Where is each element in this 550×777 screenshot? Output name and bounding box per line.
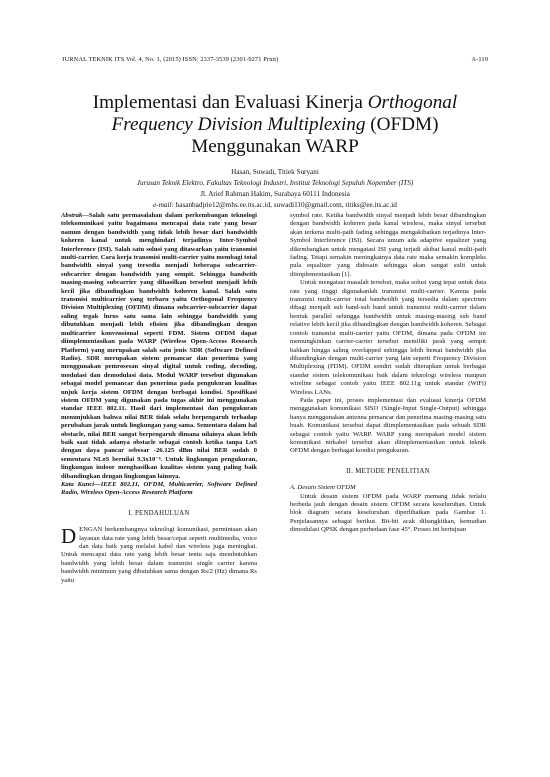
email-addresses: hasanbadjrie12@mhs.ee.its.ac.id, suwadi110@gmail.com, titiks@ee.its.ac.id bbox=[175, 201, 397, 209]
keywords-text: —IEEE 802.11, OFDM, Multicarrier, Software Defined Radio, Wireless Open-Access Research Platform bbox=[61, 481, 257, 497]
journal-info: JURNAL TEKNIK ITS Vol. 4, No. 1, (2015) ISSN: 2337-3539 (2301-9271 Print) bbox=[62, 56, 279, 63]
right-paragraph-1: symbol rate. Ketika bandwidth sinyal menjadi lebih besar dibandingkan dengan bandwidth koheren pada kanal wireless, maka sinyal tersebut akan terkena multi-path fading sehingga mengakibatkan terjadinya Inter-Symbol Interference (ISI). Secara umum ada adaptive equalizer yang dikembangkan untuk mengatasi ISI yang terjadi akibat kanal multi-path fading. Tetapi semakin meningkatnya data rate maka semakin kompleks pula equalizer yang didesain sehingga akan sangat sulit untuk diimplementasikan [1]. bbox=[290, 212, 486, 278]
right-column bbox=[290, 212, 486, 737]
author-affiliation: Jurusan Teknik Elektro, Fakultas Teknologi Industri, Institut Teknologi Sepuluh Nopember (ITS) bbox=[136, 179, 414, 187]
right-paragraph-3: Pada paper ini, proses implementasi dan evaluasi kinerja OFDM menggunakan komunikasi SISO (Single-Input Single-Output) sehingga hanya menggunakan antenna pemancar dan penerima masing-masing satu buah. Komunikasi tersebut dapat diimplementasikan pada sebuah SDR sebagai contoh yaitu WARP. WARP yang merupakan model sistem komunikasi nirkabel tersebut akan diimplementasikan untuk teknik OFDM dengan berbagai kondisi pengukuran. bbox=[290, 396, 486, 455]
keywords bbox=[61, 481, 257, 498]
method-paragraph: Untuk desain sistem OFDM pada WARP memang tidak terlalu berbeda jauh dengan desain sistem OFDM secara keseluruhan. Untuk blok diagram secara keseluruhan diperlihatkan pada Gambar 1. Penjelasannya sebagai berikut. Bit-bit acak dibangkitkan, kemudian dimodulasi QPSK dengan perbedaan fase 45°. Proses ini bertujuan bbox=[290, 492, 486, 534]
paper-title bbox=[40, 92, 510, 158]
section-heading-intro: I. PENDAHULUAN bbox=[128, 509, 190, 517]
left-column bbox=[61, 212, 257, 737]
intro-paragraph bbox=[61, 526, 257, 585]
title-italic-fdm: Frequency Division Multiplexing bbox=[111, 114, 366, 135]
author-names: Hasan, Suwadi, Titiek Suryani bbox=[231, 168, 319, 176]
drop-cap: D bbox=[61, 524, 77, 549]
abstract-label: Abstrak bbox=[61, 212, 83, 219]
right-paragraph-2: Untuk mengatasi masalah tersebut, maka solusi yang tepat untuk data rate yang tinggi digunakanlah transmisi multi-carrier. Karena pada transmisi multi-carrier total bandwidth yang tersedia dalam spectrum dibagi menjadi sub band-sub band untuk transmisi multi-carrier dalam bentuk parallel sehingga bandwidth untuk masing-masing sub band relative lebih kecil jika dibandingkan dengan bandwidth koheren. Sebagai contoh transmisi multi-carrier yaitu OFDM, dimana pada OFDM ini memungkinkan carrier-carrier tersebut memiliki jarak yang sempit bahkan hingga saling overlapped sehingga lebih hemat bandwidth jika dibandingkan dengan multi-carrier yang lain seperti Frequency Division Multiplexing (FDM). OFDM sendiri sudah diterapkan untuk berbagai standar sistem telekomunikasi baik dalam teknologi wireless maupun wireline sebagai contoh yaitu IEEE 802.11g untuk standar (WiFi) Wireless LANs. bbox=[290, 279, 486, 396]
title-italic-orthogonal: Orthogonal bbox=[367, 92, 458, 113]
author-block bbox=[40, 167, 510, 211]
page-number: A-119 bbox=[471, 56, 488, 63]
title-line-2: Frequency Division Multiplexing (OFDM) bbox=[111, 114, 439, 135]
title-line-1: Implementasi dan Evaluasi Kinerja Orthogonal bbox=[92, 92, 458, 113]
title-line-3: Menggunakan WARP bbox=[191, 136, 359, 157]
section-heading-method: II. METODE PENELITIAN bbox=[346, 467, 430, 475]
author-address: Jl. Arief Rahman Hakim, Surabaya 60111 Indonesia bbox=[200, 190, 350, 198]
intro-text: ENGAN berkembangnya teknologi komunikasi, permintaan akan layanan data rate yang lebih besar/cepat seperti multimedia, voice dan data baik yang melalui kabel dan wireless juga meningkat. Untuk mencapai data rate yang lebih besar tentu saja membutuhkan bandwidth yang lebih besar dalam transmisi single carrier karena bandwidth minimum yang dibutuhkan sama dengan Rs/2 (Hz) dimana Rs yaitu bbox=[61, 526, 257, 584]
running-header bbox=[62, 56, 488, 63]
subsection-heading: A. Desain Sistem OFDM bbox=[290, 484, 356, 492]
author-emails bbox=[40, 200, 510, 211]
abstract-text: —Salah satu permasalahan dalam perkembangan teknologi telekomunikasi yaitu bagaimana mencapai data rate yang besar namun dengan bandwidth yang tidak lebih besar dari bandwidth koheren kanal untuk menghindari terjadinya Inter-Symbol Interference (ISI). Salah satu solusi yang ditawarkan yaitu transmisi multi-carrier. Cara kerja transmisi multi-carrier yaitu membagi total bandwidth sinyal yang tersedia menjadi beberapa subcarrier-subcarrier dengan bandwidth yang sempit. Sehingga bandwith masing-masing subcarrier yang dihasilkan tersebut menjadi lebih kecil jika dibandingkan bandwidth koheren kanal. Salah satu transmisi multicarrier yang terbaru yaitu Orthogonal Frequency Division Multiplexing (OFDM) dimana subcarrier-subcarrier dapat saling tegak lurus satu sama lain sehingga bandwidth yang dibutuhkan menjadi lebih efisien jika dibandingkan dengan multicarrier konvensional seperti FDM. Sistem OFDM dapat diimplementasikan pada WARP (Wireless Open-Access Research Platform) yang merupakan salah satu jenis SDR (Software Defined Radio). SDR merupakan sistem pemancar dan penerima yang menggunakan pemrosesan sinyal digital untuk coding, decoding, modulasi dan demodulasi data. Modul WARP tersebut digunakan sebagai model pemancar dan penerima pada pengukuran kualitas unjuk kerja sistem OFDM dengan berbagai kondisi. Spesifikasi sistem OFDM yang digunakan pada tugas akhir ini menggunakan standar IEEE 802.11. Hasil dari implementasi dan pengukuran menunjukkan bahwa nilai BER tidak selalu berpengaruh terhadap perubahan jarak untuk lingkungan yang sama. Sementara dalam hal obstacle, nilai BER sangat berpengaruh dimana nilainya akan lebih baik saat tidak adanya obstacle sebagai contoh ketika tanpa LoS dengan daya pancar sebesar -26.125 dBm nilai BER sudah 0 sementara NLoS bernilai 9.3x10⁻⁶. Untuk lingkungan pengukuran, lingkungan indoor menghasilkan kualitas sistem yang paling baik dibandingkan dengan lingkungan lainnya. bbox=[61, 212, 257, 480]
email-label: e-mail: bbox=[153, 201, 174, 209]
abstract bbox=[61, 212, 257, 481]
keywords-label: Kata Kunci bbox=[61, 481, 95, 488]
